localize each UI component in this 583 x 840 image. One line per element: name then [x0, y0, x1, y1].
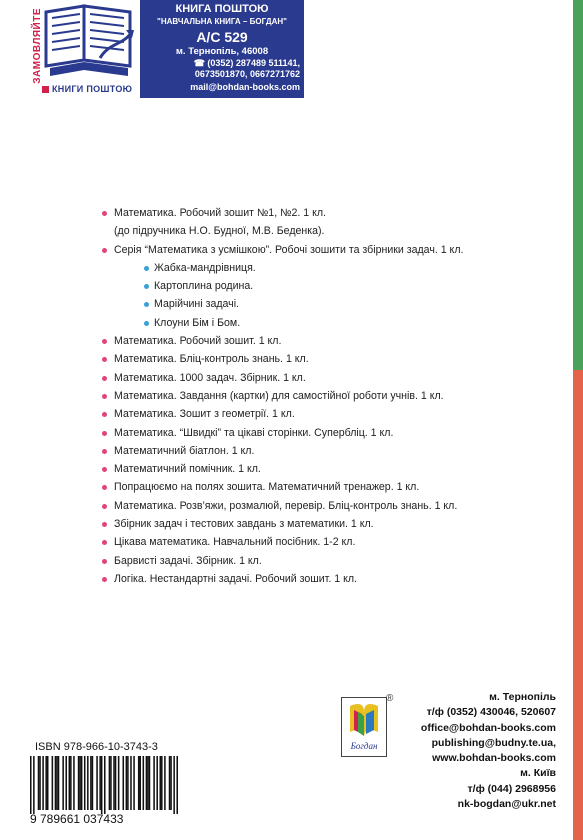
barcode-bar	[118, 756, 120, 810]
barcode-bar	[115, 756, 117, 810]
registered-mark: ®	[386, 693, 394, 704]
bullet-icon	[102, 504, 107, 509]
list-item	[104, 277, 564, 295]
barcode-bar	[170, 756, 172, 810]
list-item	[104, 570, 564, 588]
list-item-text: Математика. Зошит з геометрії. 1 кл.	[114, 408, 295, 421]
banner-title: КНИГА ПОШТОЮ	[175, 3, 269, 15]
contact-line[interactable]: nk-bogdan@ukr.net	[457, 798, 556, 811]
barcode-bar	[84, 756, 86, 810]
barcode-bar	[127, 756, 129, 810]
barcode-bar	[90, 756, 92, 810]
book-list	[104, 204, 564, 588]
barcode-bar	[146, 756, 148, 810]
list-item	[104, 460, 564, 478]
bullet-icon	[144, 302, 149, 307]
list-item-text: Цікава математика. Навчальний посібник. 1-2 кл.	[114, 536, 356, 549]
list-item	[104, 424, 564, 442]
list-item-text: Математика. Завдання (картки) для самостійної роботи учнів. 1 кл.	[114, 389, 444, 402]
barcode-bar	[149, 756, 151, 810]
list-item-text: Картоплина родина.	[154, 280, 254, 293]
contact-line: м. Київ	[520, 767, 556, 780]
banner-bottom-label	[42, 84, 132, 94]
list-item	[104, 442, 564, 460]
banner-vertical-label: ЗАМОВЛЯЙТЕ	[32, 8, 43, 84]
barcode-bar	[42, 756, 44, 810]
bullet-icon	[102, 522, 107, 527]
barcode-bar	[65, 756, 67, 810]
bullet-icon	[144, 266, 149, 271]
barcode-bar	[81, 756, 83, 810]
banner-postbox: А/С 529	[196, 29, 248, 45]
list-item-text: Марійчині задачі.	[154, 298, 239, 311]
list-item	[104, 515, 564, 533]
barcode-bar	[73, 756, 75, 810]
contact-line: т/ф (044) 2968956	[467, 782, 556, 795]
red-square-icon	[42, 86, 49, 93]
list-item-text: Серія “Математика з усмішкою”. Робочі зошити та збірники задач. 1 кл.	[114, 243, 464, 256]
publisher-contacts	[396, 690, 556, 812]
publisher-logo	[341, 697, 387, 757]
barcode-bar	[101, 756, 103, 814]
barcode-bar	[109, 756, 111, 810]
list-item	[104, 369, 564, 387]
list-item	[104, 314, 564, 332]
list-item	[104, 332, 564, 350]
banner-subtitle: "НАВЧАЛЬНА КНИГА – БОГДАН"	[157, 17, 287, 26]
mail-order-banner	[28, 0, 304, 98]
barcode-bar	[99, 756, 101, 810]
barcode-bar	[104, 756, 106, 814]
bullet-icon	[102, 339, 107, 344]
bullet-icon	[102, 248, 107, 253]
list-item-text: (до підручника Н.О. Будної, М.В. Беденка).	[114, 225, 325, 238]
bullet-icon	[102, 449, 107, 454]
contact-line[interactable]: publishing@budny.te.ua,	[431, 736, 556, 749]
bullet-icon	[102, 577, 107, 582]
list-item-text: Математичний біатлон. 1 кл.	[114, 444, 255, 457]
bullet-icon	[102, 357, 107, 362]
contact-line: м. Тернопіль	[489, 691, 556, 703]
list-item	[104, 478, 564, 496]
list-item	[104, 533, 564, 551]
bullet-icon	[102, 412, 107, 417]
barcode-bar	[176, 756, 178, 814]
list-item-text: Математика. “Швидкі” та цікаві сторінки. Супербліц. 1 кл.	[114, 426, 394, 439]
barcode-bar	[56, 756, 58, 810]
list-item-text: Математика. Розв’яжи, розмалюй, перевір. Бліц-контроль знань. 1 кл.	[114, 499, 458, 512]
bullet-icon	[102, 467, 107, 472]
list-item	[104, 350, 564, 368]
barcode-bar	[69, 756, 71, 810]
list-item-text: Математичний помічник. 1 кл.	[114, 463, 261, 476]
banner-bottom-text: КНИГИ ПОШТОЮ	[52, 84, 133, 94]
banner-phone-1: (0352) 287489 511141,	[207, 58, 300, 68]
contact-line[interactable]: www.bohdan-books.com	[432, 752, 556, 765]
barcode-bar	[33, 756, 35, 814]
barcode-bar	[96, 756, 98, 810]
bullet-icon	[102, 559, 107, 564]
barcode-bar	[160, 756, 162, 810]
barcode-bar	[79, 756, 81, 810]
barcode-bar	[62, 756, 64, 810]
barcode-bar	[164, 756, 166, 810]
barcode-bar	[173, 756, 175, 814]
barcode-bar	[30, 756, 32, 814]
barcode-bar	[126, 756, 128, 810]
barcode-bar	[70, 756, 72, 810]
barcode-digits: 9 789661 037433	[30, 812, 124, 826]
list-item-text: Логіка. Нестандартні задачі. Робочий зошит. 1 кл.	[114, 572, 357, 585]
list-item	[104, 259, 564, 277]
barcode-bar	[47, 756, 49, 810]
bohdan-logo-icon	[342, 698, 386, 756]
contact-line: т/ф (0352) 430046, 520607	[426, 706, 556, 719]
barcode-bar	[123, 756, 125, 810]
list-item-text: Барвисті задачі. Збірник. 1 кл.	[114, 554, 262, 567]
logo-caption: Богдан	[350, 741, 378, 751]
list-item	[104, 497, 564, 515]
list-item-text: Збірник задач і тестових завдань з математики. 1 кл.	[114, 518, 374, 531]
barcode-bar	[113, 756, 115, 810]
barcode-bar	[39, 756, 41, 810]
banner-city: м. Тернопіль, 46008	[175, 46, 269, 57]
bullet-icon	[102, 485, 107, 490]
barcode-bar	[169, 756, 171, 810]
list-item	[104, 552, 564, 570]
barcode-icon	[30, 756, 178, 814]
contact-line[interactable]: office@bohdan-books.com	[420, 721, 556, 734]
barcode-bar	[45, 756, 47, 810]
bullet-icon	[102, 211, 107, 216]
banner-email[interactable]: mail@bohdan-books.com	[190, 82, 300, 92]
isbn-label: ISBN 978-966-10-3743-3	[35, 741, 158, 753]
barcode-bar	[78, 756, 80, 810]
barcode-bar	[52, 756, 54, 810]
banner-logo-area	[28, 0, 140, 98]
barcode-bar	[133, 756, 135, 810]
banner-phone-2: 0673501870, 0667271762	[194, 69, 300, 79]
list-item-text: Жабка-мандрівниця.	[154, 261, 256, 274]
barcode-bar	[58, 756, 60, 810]
list-item	[104, 204, 564, 222]
bullet-icon	[102, 376, 107, 381]
barcode-bar	[92, 756, 94, 810]
barcode-bar	[139, 756, 141, 810]
bullet-icon	[102, 540, 107, 545]
barcode-bar	[38, 756, 40, 810]
barcode-bar	[147, 756, 149, 810]
list-item-text: Математика. Бліц-контроль знань. 1 кл.	[114, 353, 309, 366]
list-item	[104, 405, 564, 423]
barcode-bar	[153, 756, 155, 810]
barcode-bar	[156, 756, 158, 810]
bullet-icon	[102, 394, 107, 399]
banner-phones	[150, 58, 300, 80]
side-stripe-gap	[567, 0, 573, 840]
phone-icon: ☎	[193, 58, 208, 68]
barcode-bar	[87, 756, 89, 810]
barcode-bar	[138, 756, 140, 810]
books-icon	[40, 2, 140, 84]
bullet-icon	[144, 284, 149, 289]
barcode-bar	[130, 756, 132, 810]
list-item	[104, 295, 564, 313]
list-item-text: Математика. 1000 задач. Збірник. 1 кл.	[114, 371, 306, 384]
banner-info-panel	[140, 0, 304, 98]
side-stripe	[567, 0, 583, 840]
list-item-text: Клоуни Бім і Бом.	[154, 316, 241, 329]
list-item-text: Математика. Робочий зошит. 1 кл.	[114, 335, 282, 348]
list-item	[104, 241, 564, 259]
barcode-bar	[55, 756, 57, 810]
barcode-bar	[110, 756, 112, 810]
barcode-bar	[161, 756, 163, 810]
bullet-icon	[144, 321, 149, 326]
list-item-text: Математика. Робочий зошит №1, №2. 1 кл.	[114, 207, 326, 219]
bullet-icon	[102, 431, 107, 436]
barcode-bar	[143, 756, 145, 810]
list-item	[104, 387, 564, 405]
list-item	[104, 222, 564, 240]
list-item-text: Попрацюємо на полях зошита. Математичний тренажер. 1 кл.	[114, 481, 420, 494]
